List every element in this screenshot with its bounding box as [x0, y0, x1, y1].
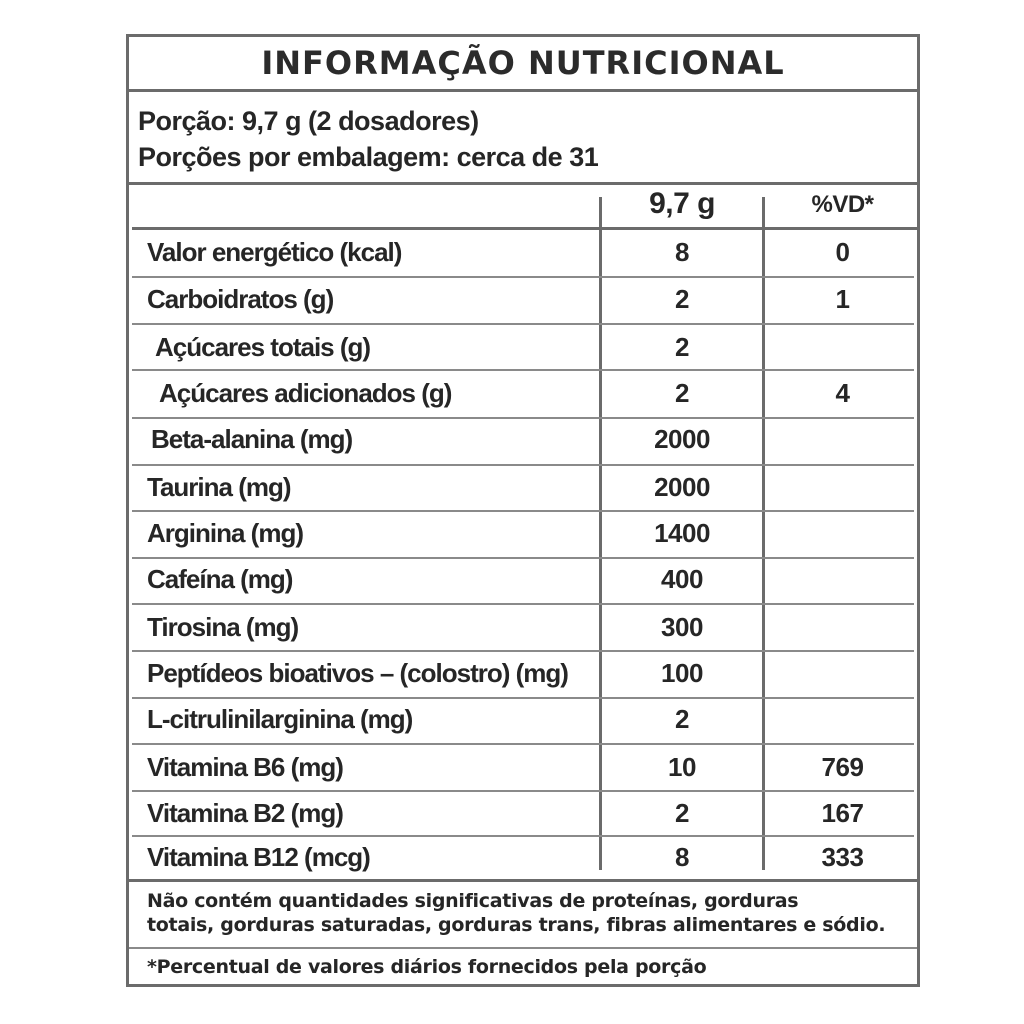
footnote-line-1: Não contém quantidades significativas de proteínas, gorduras [147, 890, 799, 912]
nutrient-quantity: 2 [675, 284, 689, 314]
nutrient-name: Beta-alanina (mg) [151, 424, 353, 454]
serving-size: Porção: 9,7 g (2 dosadores) [138, 106, 479, 136]
table-row [129, 230, 917, 276]
table-row [129, 791, 917, 837]
portion-info [129, 92, 917, 185]
nutrient-dv: 769 [821, 752, 864, 782]
nutrient-name: Peptídeos bioativos – (colostro) (mg) [147, 658, 568, 688]
table-row [129, 557, 917, 603]
table-header-row [129, 185, 917, 231]
table-row [129, 465, 917, 511]
nutrient-name: Tirosina (mg) [147, 612, 299, 642]
table-row [129, 325, 917, 371]
nutrient-quantity: 2000 [654, 424, 710, 454]
header-quantity: 9,7 g [649, 187, 715, 220]
table-row [129, 745, 917, 791]
table-row [129, 651, 917, 697]
footnote-daily-value [129, 955, 917, 987]
nutrient-quantity: 8 [675, 842, 689, 872]
nutrient-name: Vitamina B2 (mg) [147, 798, 343, 828]
title-row [129, 37, 917, 92]
nutrient-quantity: 100 [661, 658, 703, 688]
nutrient-quantity: 8 [675, 237, 689, 267]
dv-footnote: *Percentual de valores diários fornecidos pela porção [147, 956, 707, 978]
nutrient-name: Taurina (mg) [147, 472, 291, 502]
table-row [129, 835, 917, 881]
nutrient-quantity: 400 [661, 564, 703, 594]
table-row [129, 511, 917, 557]
nutrient-name: Carboidratos (g) [147, 284, 334, 314]
nutrient-name: L-citrulinilarginina (mg) [147, 704, 413, 734]
nutrient-quantity: 2 [675, 378, 689, 408]
table-row [129, 371, 917, 417]
nutrient-name: Cafeína (mg) [147, 564, 293, 594]
nutrient-quantity: 10 [668, 752, 696, 782]
nutrient-dv: 0 [835, 237, 850, 267]
servings-per-package: Porções por embalagem: cerca de 31 [138, 142, 599, 172]
table-row [129, 697, 917, 743]
nutrition-facts-panel [126, 34, 920, 987]
table-row [129, 605, 917, 651]
nutrient-quantity: 1400 [654, 518, 710, 548]
nutrient-name: Vitamina B6 (mg) [147, 752, 343, 782]
nutrient-name: Açúcares adicionados (g) [159, 378, 452, 408]
nutrient-quantity: 2 [675, 704, 689, 734]
footnote-line-2: totais, gorduras saturadas, gorduras trans, fibras alimentares e sódio. [147, 914, 886, 936]
nutrient-dv: 333 [821, 842, 864, 872]
nutrient-dv: 167 [821, 798, 864, 828]
nutrient-dv: 1 [835, 284, 850, 314]
footnote-not-significant [129, 879, 917, 949]
nutrient-dv: 4 [835, 378, 850, 408]
nutrient-quantity: 2 [675, 332, 689, 362]
nutrient-name: Arginina (mg) [147, 518, 303, 548]
nutrient-quantity: 2 [675, 798, 689, 828]
nutrient-name: Vitamina B12 (mcg) [147, 842, 370, 872]
table-row [129, 417, 917, 463]
table-row [129, 277, 917, 323]
nutrition-table [129, 185, 917, 879]
nutrient-name: Açúcares totais (g) [155, 332, 371, 362]
nutrient-quantity: 300 [661, 612, 703, 642]
header-daily-value: %VD* [811, 191, 874, 218]
nutrient-name: Valor energético (kcal) [147, 237, 402, 267]
nutrition-title: INFORMAÇÃO NUTRICIONAL [261, 44, 785, 82]
nutrient-quantity: 2000 [654, 472, 710, 502]
